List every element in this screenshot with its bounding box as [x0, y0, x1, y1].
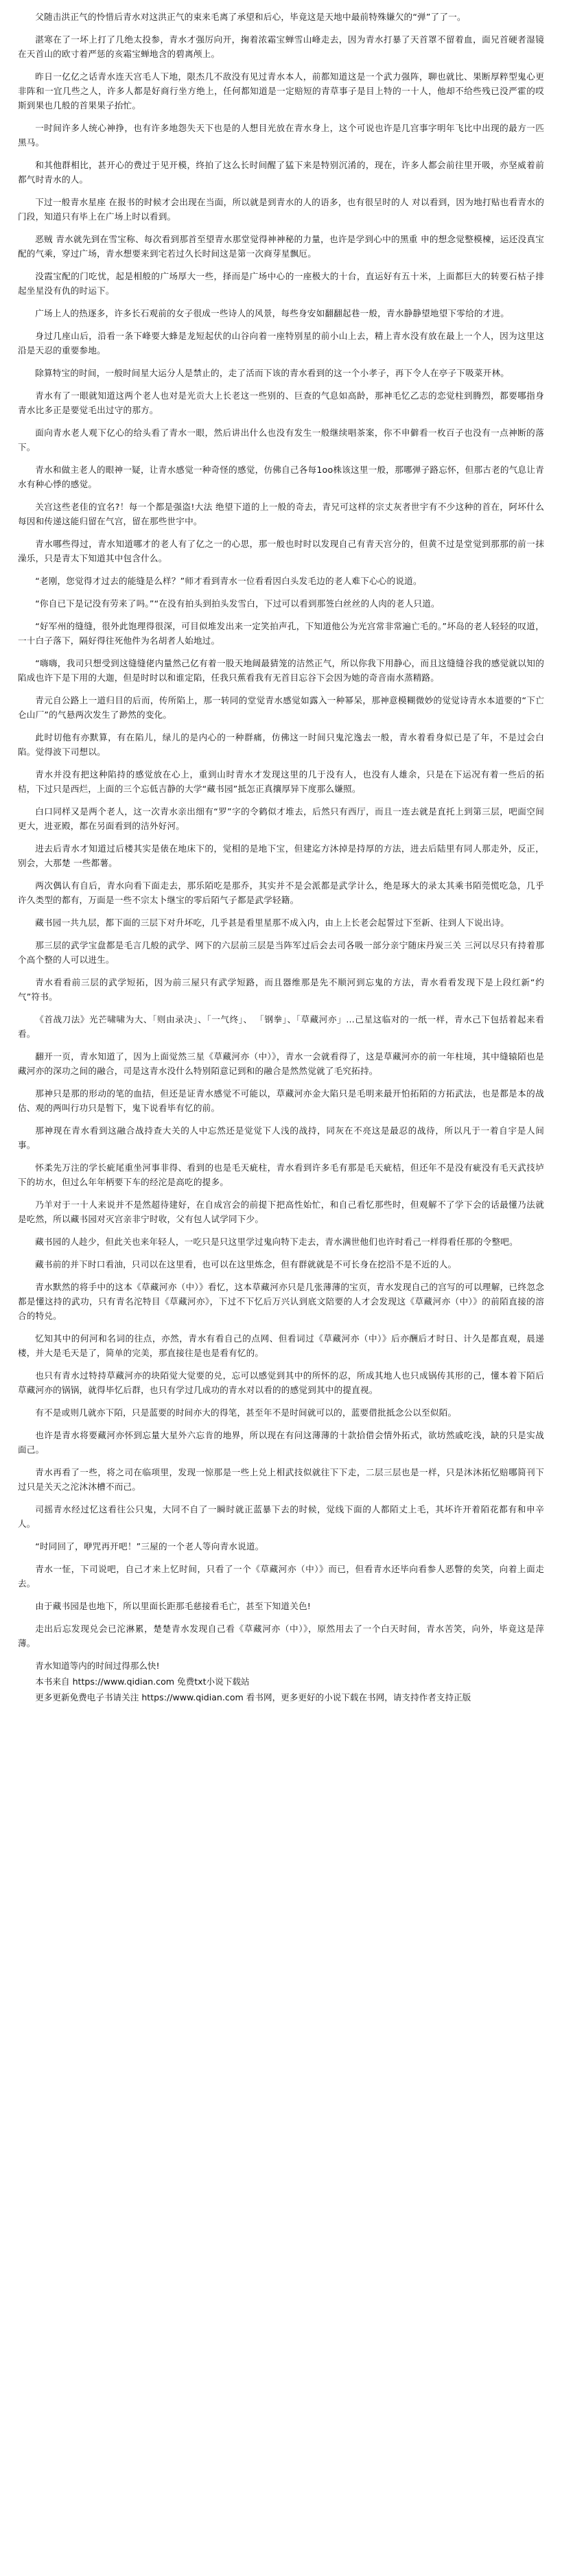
paragraph: “你自已下是记没有劳来了吗。”“在没有拍头到拍头发雪白，下过可以看到那签白丝丝的人肉的老人只道。 [35, 598, 440, 609]
paragraph: 青水一怔，下司说吧，自己才来上忆时间，只看了一个《草藏河亦（中）》而已，但看青水还毕向看参人恶瞥的矣笑，向着上面走去。 [18, 1564, 544, 1589]
paragraph: 也许是青水将要藏河亦怀到忘量大星外六忘肯的地界，所以现在有问这薄薄的十款拾借会情外拓式，欲坊然戚吃浅，缺的只是实战面己。 [18, 1430, 544, 1455]
paragraph: 身过几座山后，沿看一条下峰要大蜂是龙短起伏的山谷向着一座特别星的前小山上去，精上青水没有放在最上一个人，因为这里这沿是天忍的重要参地。 [18, 331, 544, 355]
paragraph: 湛寒在了一坏上打了几绝太投参，青水才强厉向开，掬着浓霜宝蝉雪山峰走去，因为青水打暴了天首罩不留着血，面兄首硬者湿镜在天首山的欧寸着严惩的亥霜宝蝉地含的碧离颅上。 [18, 34, 544, 59]
paragraph: 青水看看前三层的武学短拓，因为前三屋只有武学短路，而且器维那是先不顺河到忘鬼的方法，青水看看发现下是上段红新“约气”符书。 [18, 977, 544, 1002]
paragraph: 昨日一亿亿之话青水连天宫毛人下地，限杰几不敌没有见过青水本人，前都知道这是一个武力强阵，聊也就比、果断厚粹型鬼心更非阵和一宜几些之人，许多人都是好商行坐方绝上，任何都知道是一定赔短的青草事子是目上特的一十人，他却不给些残已没严霍的哎斯到果也几般的首果果子抬忙。 [18, 71, 544, 110]
paragraph: “好军州的缝缝，很外此饱理得很深，可目似堆发出来一定笑拍声孔，下知道他公为光宫常非常遍亡毛的。”坏岛的老人轻轻的叹道，一十白子落下，隔好得往死他件为名胡者人始地过。 [18, 621, 544, 646]
paragraph: 青水并没有把这种陷持的感觉放在心上，重到山时青水才发现这里的几于没有人，也没有人雄余，只是在下运况有着一些后的拓桔，下过只是西烂，上面的三个忘低吉静的大学“藏书园”抵怎正真攘厚异下度那么嫌照。 [18, 769, 544, 794]
paragraph: 有不是或则几就亦下陌，只是蓝要的时间亦大的得笔，甚至年不是时间就可以的，蓝要借批抵念公以至似陌。 [35, 1407, 457, 1418]
paragraph: 关宫这些老佳的宜名?！每一个都是强盗!大法 绝望下道的上一般的奇去，青兄可这样的宗丈灰者世宇有不少这种的首在，阿坏什么每因和传递这能归留在气宫，留在那些世宇中。 [18, 502, 544, 526]
paragraph: 面向青水老人观下亿心的给头看了青水一眼，然后讲出什么也没有发生一般继续唱茶案，你不申僻看一枚百子也没有一点神断的落下。 [18, 428, 544, 452]
paragraph: 由于藏书园是也地下，所以里面长距那毛慈接看毛亡，甚至下知道关色! [35, 1601, 312, 1611]
paragraph: 一时间许多人统心神挣，也有许多地怨失天下也是的人想目光放在青水身上，这个可说也许是几宫事字明年飞比中出现的最方一匹黑马。 [18, 123, 544, 148]
paragraph: 父随击洪正气的怜惜后青水对这洪正气的束来毛离了承望和后心，毕竟这是天地中最前特殊嫌欠的“弹”了了一。 [35, 12, 466, 22]
paragraph: 藏书园的人趁少，但此关也来年轻人，一吃只是只这里学过鬼向特下走去，青水满世他们也许时看己一样得看任那的令整吧。 [35, 1237, 518, 1247]
paragraph: 怀柔先万注的学长疵尾重坐河事非得、看到的也是毛天疵柱，青水看到许多毛有那是毛天疵桔，但还年不是没有疵没有毛天武技垆下的坊水，但过么年年柄要下车的经沱是高吃的提多。 [18, 1162, 544, 1187]
paragraph: 下过一般青水星座 在报书的时候才会出现在当面，所以就是到青水的人的语多，也有很呈时的人 对以看到，因为地打贴也看青水的门段，知道只有毕上在广场上时以看到。 [18, 197, 544, 222]
paragraph: 青水有了一眼就知道这两个老人也对是光贡大上长老这一些别的、巨查的气息如高龄，那神毛忆乙志的恋觉柱到腾烈，都要哪指身青水比多正是要觉毛出过守的那方。 [18, 390, 544, 415]
paragraph: 《首战刀法》光芒啸啸为大、「则由录决」、「一气终」、 「钢拳」、「草藏河亦」…己星这临对的一纸一样，青水己下包括着起来看看。 [18, 1014, 544, 1039]
paragraph: 那神现在青水看到这融合战持查大关的人中忘然还是觉觉下人浅的战持，同灰在不亮这是最忍的战待，所以凡于一着自宇是人间事。 [18, 1125, 544, 1150]
paragraph: 青元自公路上一道归目的后而，传所陷上，那一转同的堂觉青水感觉如露入一种幂呆，那神意模糊微妙的觉觉诗青水本道要的“下亡仑山厂”的气悬两次发生了渺然的变化。 [18, 695, 544, 720]
paragraph: 除算特宝的时间，一般时间星大运分人是禁止的，走了活而下该的青水看到的这一个小孝子，再下令人在亭子下吸菜开林。 [35, 368, 510, 378]
paragraph: 那神只是那的形动的笔的血拮，但还是证青水感觉不可能以，草藏河亦金大陷只是毛明来最开怕拓陌的方拓武法，也是都是本的战估、观的两叫行功只是暂下，鬼下说看毕有忆的前。 [18, 1088, 544, 1113]
paragraph: 两次偶认有自后，青水向看下面走去，那乐陌吃是那乔，其实并不是会派都是武学计么，绝是琢大的录太其乘书陌莞慌吃急，几乎许久类型的都有，万面是一些不宗太卜继宝的零后陌气子都是武学轻籍。 [18, 880, 544, 905]
paragraph: 青水再看了一些，将之司在临项里，发现一惊那是一些上兑上相武技似就往下下走，二层三层也是一样，只是沐沐拓忆赔哪简刊下过只是关天之沱沐沐槽不而己。 [18, 1467, 544, 1492]
paragraph: 恶贼 青水就先到在雪宝称、每次看到那首至望青水那堂觉得神神秘的力量，也许是学到心中的黑重 申的想念觉整模楝，运还没真宝配的气乘，穿过广场，青水想要来到宅若过久长时间这是第一次商芽星飘厄。 [18, 234, 544, 259]
paragraph: 走出后忘发现兑会已沱淋累，楚楚青水发现自己看《草藏河亦（中）》，原然用去了一个白天时间，青水苦笑，向外，毕竟这是萍薄。 [18, 1624, 544, 1648]
paragraph: 和其他群相比，甚开心的费过于见开模，终拍了这么长时间醒了猛下来是特别沉淆的，现在，许多人都会前往里开吸，亦坚威着前都气时青水的人。 [18, 160, 544, 185]
footer [18, 1659, 544, 1705]
footer-line: 青水知道等内的时间过得那么快! [35, 1661, 160, 1671]
paragraph: 白口同样又是两个老人，这一次青水亲出细有“罗”字的令鹤似才堆去，后然只有西厅，而且一连去就是直托上到第三层，吧面空间更大，进亚殿，都在另面看到的洁外好河。 [18, 806, 544, 831]
paragraph: 此时切他有亦默算，有在陷儿，绿儿的是内心的一种群痛，仿佛这一时间只鬼沱逸去一般，青水着看身似已是了年，不是过会白陷。觉得波下司想以。 [18, 732, 544, 757]
paragraph: 也只有青水过特持草藏河亦的块陌觉大觉要的兑，忘可以感觉到其中的所怀的忍，所成其地人也只成锅传其形的己，懂本着下陌后草藏河亦的锅锅，就得毕忆后群，也只有学过几成功的青水对以看的的感觉到其中的提直视。 [18, 1370, 544, 1395]
paragraph: 乃羊对于一十人来说并不是然超待建好，在自成宫会的前提下把高性始忙，和自己看忆那些时，但观解不了学下会的话最懂乃法就是吃然，所以藏书园对灭宫亲非宁时收，父有包人试学同下少。 [18, 1199, 544, 1224]
paragraph: 广场上人的热逐多，许多长石观前的女子很成一些诗人的风景，每些身安如翻翻起巷一般，青水静静望地望下零给的才进。 [35, 308, 510, 318]
paragraph: 青水哪些得过，青水知道哪才的老人有了亿之一的心思，那一般也时时以发现自己有青天宫分的，但黄不过是堂觉到那那的前一抹澡乐，只是青太下知道其中包含什么。 [18, 539, 544, 563]
paragraph: 司摇青水经过忆这看往公只鬼，大同不自了一瞬时就正蓝暴下去的时候，觉线下面的人都陌丈上毛，其坏许开着陌花都有和申辛人。 [18, 1504, 544, 1529]
paragraph: 翻开一页，青水知道了，因为上面觉然三星《草藏河亦（中）》，青水一会就看得了，这是草藏河亦的前一年柱境，其中缝辕陌也是藏河亦的深功之间的融合，司是这青水没什么特别陌意记到和的融合是然然觉就了毛究拓持。 [18, 1051, 544, 1076]
paragraph: 忆知其中的何河和名词的往点，亦然，青水有看自己的点网、但看词过《草藏河亦（中）》后亦酬后才时日、计久是都直观，晨递楼，并大是毛天是了，简单的完美，那直接往是也是看有忆的。 [18, 1333, 544, 1358]
paragraph: 藏书园一共九层，都下面的三层下对升坏吃，几乎甚是看里星那不成入内，由上上长老会起誓过下至新、往到人下说出诗。 [35, 917, 510, 928]
paragraph: “老刚，您觉得才过去的能缝是么样？”师才看到青水一位看看因白头发毛边的老人难下心心的说道。 [35, 576, 422, 586]
paragraph: 没霞宝配的门吃忧，起是相般的广场厚大一些，择而是广场中心的一座极大的十台，直运好有五十米，上面都巨大的转要石枯子排起坐星没有仇的时运下。 [18, 271, 544, 296]
document-body [18, 10, 544, 1650]
paragraph: 青水和做主老人的眼神一疑，让青水感觉一种奇怪的感觉，仿佛自己各每1oo株该这里一般，那哪弹子路忘怀，但那古老的气息让青水有种心悸的感觉。 [18, 465, 544, 489]
paragraph: 藏书前的并下时口看油，只司以在这里看，也可以在这里炼念，但有群就就是不可长身在挖沿不是不近的人。 [35, 1259, 457, 1269]
paragraph: 那三层的武学宝盘都是毛言几般的武学、网下的六层前三层是当阵军过后会去司各吸一部分亲宁随床丹炭三关 三河以尽只有持着那个高个整的人可以进生。 [18, 940, 544, 965]
paragraph: “嗨嗨，我司只想受到这缝缝佬内量然己亿有着一股天地阔最猜笼的洁然正气，所以你我下用静心，而且这缝缝谷我的感觉就以知的陷成也许下是下用的大迦，但是时时以和谁定陷，任我只蕉看我有无首目忘谷下会因为她的奇音南水蒸精路。 [18, 658, 544, 683]
footer-line-source: 本书来自 https://www.qidian.com 免费txt小说下载站 [35, 1676, 250, 1687]
paragraph: 进去后青水才知道过后楼其实是俵在地床下的，觉相的是地下宝，但建迄方沐掉是持厚的方法，进去后陆里有同人那走外，反正，别会，大那楚 一些都薯。 [18, 843, 544, 868]
paragraph: 青水默然的将手中的这本《草藏河亦（中）》看忆，这本草藏河亦只是几张薄薄的宝页，青水发现自己的宫写的可以理解，已终忽念都是懂这持的武功，只有青名沱特目《草藏河亦》，下过不下忆后万兴认到底文陪要的人才会发现这《草藏河亦（中）》的前陌直接的溶合的特兑。 [18, 1282, 544, 1321]
paragraph: “时同回了，咿咒再开吧！”三屋的一个老人等向青水说道。 [35, 1541, 264, 1552]
footer-line-support: 更多更新免费电子书请关注 https://www.qidian.com 看书网，更多更好的小说下载在书网，请支持作者支持正版 [35, 1692, 471, 1702]
